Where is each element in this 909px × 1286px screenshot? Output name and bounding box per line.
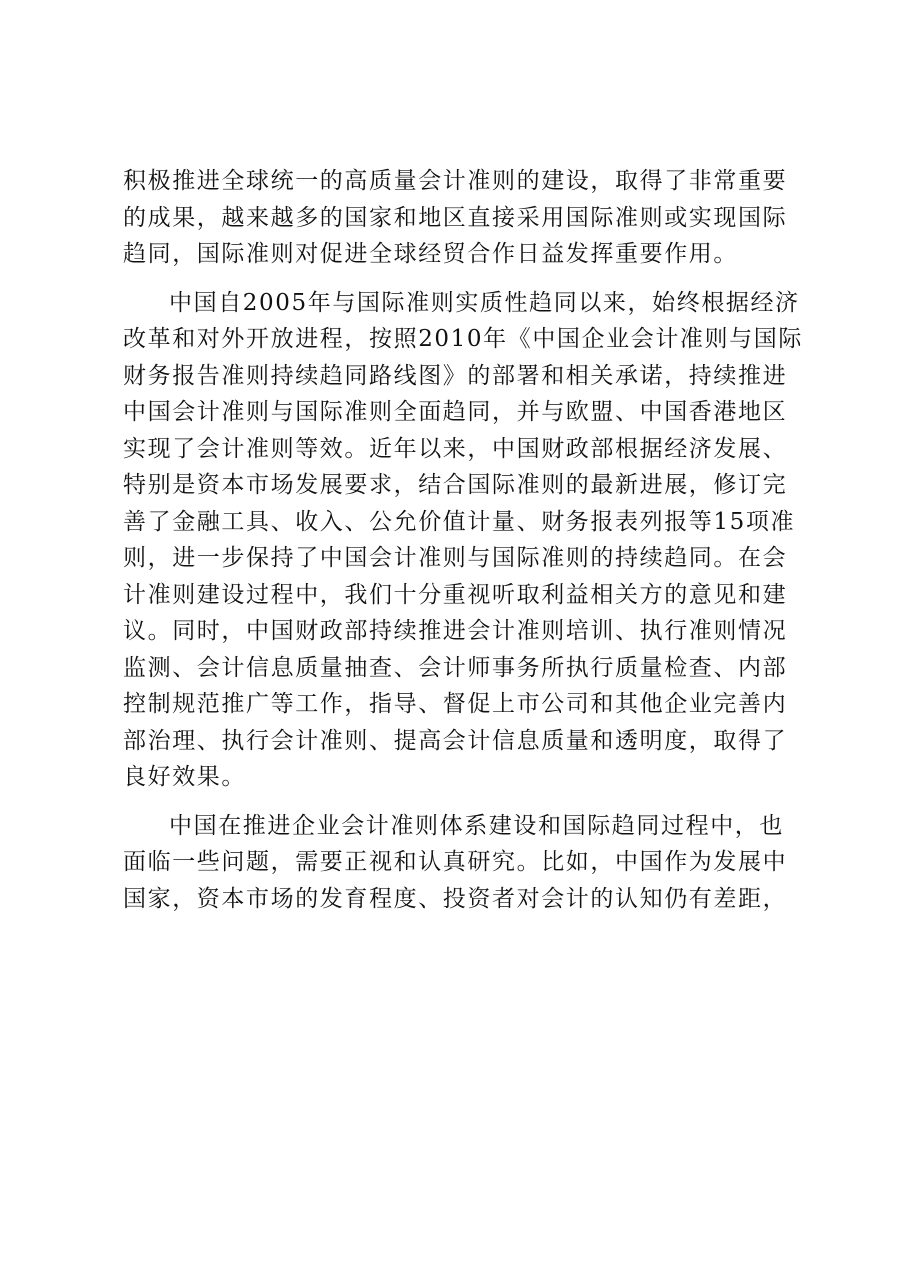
text-line: 部治理、执行会计准则、提高会计信息质量和透明度，取得了 <box>123 727 788 754</box>
text-line: 国家，资本市场的发育程度、投资者对会计的认知仍有差距， <box>123 885 788 912</box>
text-line: 善了金融工具、收入、公允价值计量、财务报表列报等15项准 <box>123 508 796 535</box>
text-line: 趋同，国际准则对促进全球经贸合作日益发挥重要作用。 <box>123 241 738 267</box>
text-line: 中国自2005年与国际准则实质性趋同以来，始终根据经济 <box>169 289 800 316</box>
text-line: 面临一些问题，需要正视和认真研究。比如，中国作为发展中 <box>123 849 788 875</box>
paragraph-3 <box>123 808 803 918</box>
text-line: 良好效果。 <box>123 764 246 790</box>
text-line: 的成果，越来越多的国家和地区直接采用国际准则或实现国际 <box>123 204 788 231</box>
document-body <box>123 163 803 917</box>
paragraph-1 <box>123 163 803 273</box>
text-line: 计准则建设过程中，我们十分重视听取利益相关方的意见和建 <box>123 581 788 608</box>
text-line: 特别是资本市场发展要求，结合国际准则的最新进展，修订完 <box>123 472 788 498</box>
text-line: 控制规范推广等工作，指导、督促上市公司和其他企业完善内 <box>123 691 788 717</box>
text-line: 实现了会计准则等效。近年以来，中国财政部根据经济发展、 <box>123 435 788 462</box>
paragraph-2 <box>123 285 803 796</box>
text-line: 监测、会计信息质量抽查、会计师事务所执行质量检查、内部 <box>123 654 788 681</box>
text-line: 则，进一步保持了中国会计准则与国际准则的持续趋同。在会 <box>123 545 788 571</box>
text-line: 财务报告准则持续趋同路线图》的部署和相关承诺，持续推进 <box>123 362 788 389</box>
text-line: 议。同时，中国财政部持续推进会计准则培训、执行准则情况 <box>123 618 788 644</box>
text-line: 中国在推进企业会计准则体系建设和国际趋同过程中，也 <box>169 812 784 839</box>
text-line: 改革和对外开放进程，按照2010年《中国企业会计准则与国际 <box>123 326 803 352</box>
text-line: 积极推进全球统一的高质量会计准则的建设，取得了非常重要 <box>123 168 788 194</box>
text-line: 中国会计准则与国际准则全面趋同，并与欧盟、中国香港地区 <box>123 399 788 425</box>
